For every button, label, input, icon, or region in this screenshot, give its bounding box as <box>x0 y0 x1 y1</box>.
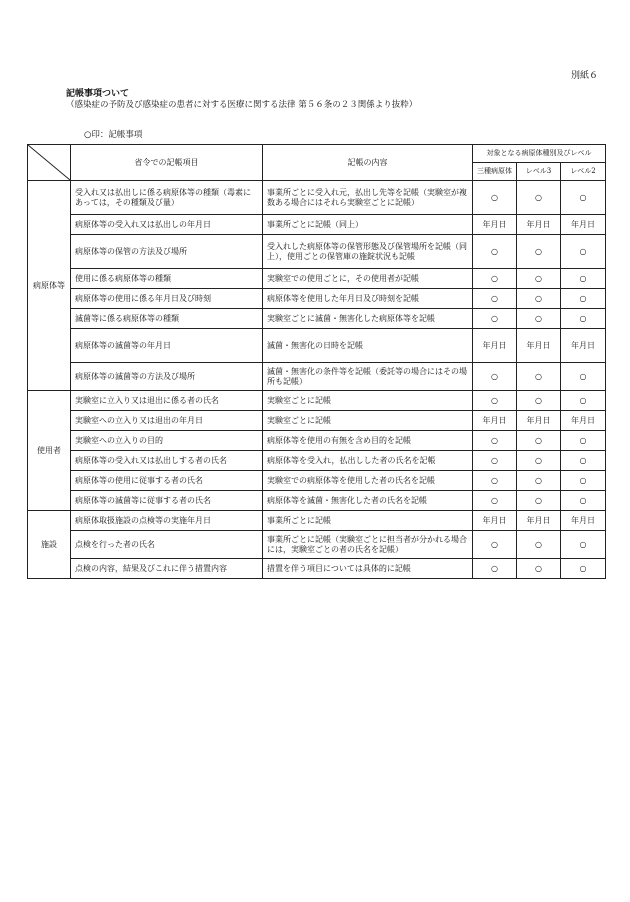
mark-b: ○ <box>517 471 561 491</box>
page-label: 別紙６ <box>570 71 598 81</box>
mark-a: ○ <box>473 471 517 491</box>
group-label: 使用者 <box>28 391 71 511</box>
record-content: 事業所ごとに記帳 <box>263 511 473 531</box>
mark-c: ○ <box>561 431 606 451</box>
mark-c: ○ <box>561 309 606 329</box>
mark-c: ○ <box>561 269 606 289</box>
mark-c: ○ <box>561 491 606 511</box>
mark-c: 年月日 <box>561 329 606 363</box>
record-item: 病原体等の使用に係る年月日及び時刻 <box>71 289 263 309</box>
header-col-b: レベル3 <box>517 163 561 181</box>
record-content: 実験室ごとに記帳 <box>263 391 473 411</box>
header-col-a: 三種病原体 <box>473 163 517 181</box>
record-content: 病原体等を受入れ，払出しした者の氏名を記帳 <box>263 451 473 471</box>
mark-b: ○ <box>517 451 561 471</box>
mark-c: ○ <box>561 289 606 309</box>
record-item: 病原体等の受入れ又は払出しする者の氏名 <box>71 451 263 471</box>
record-content: 措置を伴う項目については具体的に記帳 <box>263 559 473 579</box>
record-content: 実験室ごとに記帳 <box>263 411 473 431</box>
mark-a: ○ <box>473 531 517 559</box>
table-row <box>28 491 606 511</box>
record-content: 受入れした病原体等の保管形態及び保管場所を記帳（同上），使用ごとの保管庫の施錠状況も記帳 <box>263 235 473 269</box>
mark-a: ○ <box>473 235 517 269</box>
mark-b: ○ <box>517 309 561 329</box>
mark-a: ○ <box>473 431 517 451</box>
record-items-table <box>27 144 606 579</box>
record-item: 実験室に立入り又は退出に係る者の氏名 <box>71 391 263 411</box>
mark-a: ○ <box>473 269 517 289</box>
mark-b: 年月日 <box>517 215 561 235</box>
mark-a: ○ <box>473 289 517 309</box>
legend-note: ○印：記帳事項 <box>84 130 143 140</box>
header-item: 省令での記帳項目 <box>71 145 263 181</box>
record-item: 病原体等の滅菌等の年月日 <box>71 329 263 363</box>
table-row <box>28 391 606 411</box>
record-item: 病原体等の滅菌等の方法及び場所 <box>71 363 263 391</box>
table-row <box>28 431 606 451</box>
mark-c: ○ <box>561 531 606 559</box>
table-row <box>28 363 606 391</box>
document-title: 記帳事項ついて <box>66 89 130 99</box>
mark-b: 年月日 <box>517 411 561 431</box>
mark-b: ○ <box>517 269 561 289</box>
table-row <box>28 181 606 215</box>
table-row <box>28 511 606 531</box>
record-item: 実験室への立入りの目的 <box>71 431 263 451</box>
record-item: 使用に係る病原体等の種類 <box>71 269 263 289</box>
group-label: 施設 <box>28 511 71 579</box>
record-item: 病原体等の滅菌等に従事する者の氏名 <box>71 491 263 511</box>
mark-c: ○ <box>561 559 606 579</box>
mark-b: ○ <box>517 559 561 579</box>
mark-b: ○ <box>517 289 561 309</box>
table-row <box>28 411 606 431</box>
mark-b: ○ <box>517 235 561 269</box>
mark-a: ○ <box>473 451 517 471</box>
mark-a: 年月日 <box>473 215 517 235</box>
mark-a: 年月日 <box>473 511 517 531</box>
record-content: 病原体等を滅菌・無害化した者の氏名を記帳 <box>263 491 473 511</box>
mark-b: ○ <box>517 391 561 411</box>
table-row <box>28 329 606 363</box>
table-row <box>28 559 606 579</box>
record-item: 点検の内容，結果及びこれに伴う措置内容 <box>71 559 263 579</box>
mark-b: ○ <box>517 363 561 391</box>
mark-b: 年月日 <box>517 511 561 531</box>
mark-a: ○ <box>473 559 517 579</box>
mark-b: 年月日 <box>517 329 561 363</box>
record-item: 病原体等の保管の方法及び場所 <box>71 235 263 269</box>
record-content: 病原体等を使用の有無を含め目的を記帳 <box>263 431 473 451</box>
record-content: 事業所ごとに受入れ元，払出し先等を記帳（実験室が複数ある場合にはそれら実験室ごとに記帳） <box>263 181 473 215</box>
mark-a: 年月日 <box>473 411 517 431</box>
record-item: 病原体取扱施設の点検等の実施年月日 <box>71 511 263 531</box>
mark-c: ○ <box>561 363 606 391</box>
mark-a: ○ <box>473 309 517 329</box>
record-item: 病原体等の受入れ又は払出しの年月日 <box>71 215 263 235</box>
table-row <box>28 309 606 329</box>
mark-b: ○ <box>517 531 561 559</box>
mark-c: ○ <box>561 391 606 411</box>
mark-c: ○ <box>561 451 606 471</box>
record-item: 病原体等の使用に従事する者の氏名 <box>71 471 263 491</box>
header-target-group: 対象となる病原体種別及びレベル <box>473 145 606 163</box>
mark-c: 年月日 <box>561 215 606 235</box>
document-subtitle: （感染症の予防及び感染症の患者に対する医療に関する法律 第５６条の２３関係より抜粋） <box>66 100 418 110</box>
table-row <box>28 451 606 471</box>
mark-a: ○ <box>473 391 517 411</box>
mark-c: ○ <box>561 181 606 215</box>
record-content: 病原体等を使用した年月日及び時刻を記帳 <box>263 289 473 309</box>
header-content: 記帳の内容 <box>263 145 473 181</box>
mark-b: ○ <box>517 431 561 451</box>
record-content: 実験室ごとに滅菌・無害化した病原体等を記帳 <box>263 309 473 329</box>
mark-c: 年月日 <box>561 511 606 531</box>
table-row <box>28 215 606 235</box>
record-content: 滅菌・無害化の日時を記帳 <box>263 329 473 363</box>
mark-c: ○ <box>561 471 606 491</box>
mark-a: 年月日 <box>473 329 517 363</box>
table-row <box>28 289 606 309</box>
record-content: 事業所ごとに記帳（同上） <box>263 215 473 235</box>
diagonal-line <box>28 145 70 180</box>
mark-b: ○ <box>517 181 561 215</box>
record-content: 滅菌・無害化の条件等を記帳（委託等の場合にはその場所も記帳） <box>263 363 473 391</box>
mark-a: ○ <box>473 181 517 215</box>
group-label: 病原体等 <box>28 181 71 391</box>
header-col-c: レベル2 <box>561 163 606 181</box>
record-content: 事業所ごとに記帳（実験室ごとに担当者が分かれる場合には，実験室ごとの者の氏名を記帳） <box>263 531 473 559</box>
record-item: 受入れ又は払出しに係る病原体等の種類（毒素にあっては，その種類及び量） <box>71 181 263 215</box>
table-row <box>28 235 606 269</box>
table-row <box>28 471 606 491</box>
record-content: 実験室での使用ごとに，その使用者が記帳 <box>263 269 473 289</box>
mark-a: ○ <box>473 363 517 391</box>
table-row <box>28 269 606 289</box>
record-content: 実験室での病原体等を使用した者の氏名を記帳 <box>263 471 473 491</box>
record-item: 点検を行った者の氏名 <box>71 531 263 559</box>
mark-a: ○ <box>473 491 517 511</box>
mark-c: ○ <box>561 235 606 269</box>
header-corner-cell <box>28 145 71 181</box>
mark-c: 年月日 <box>561 411 606 431</box>
record-item: 実験室への立入り又は退出の年月日 <box>71 411 263 431</box>
table-row <box>28 531 606 559</box>
mark-b: ○ <box>517 491 561 511</box>
record-item: 滅菌等に係る病原体等の種類 <box>71 309 263 329</box>
